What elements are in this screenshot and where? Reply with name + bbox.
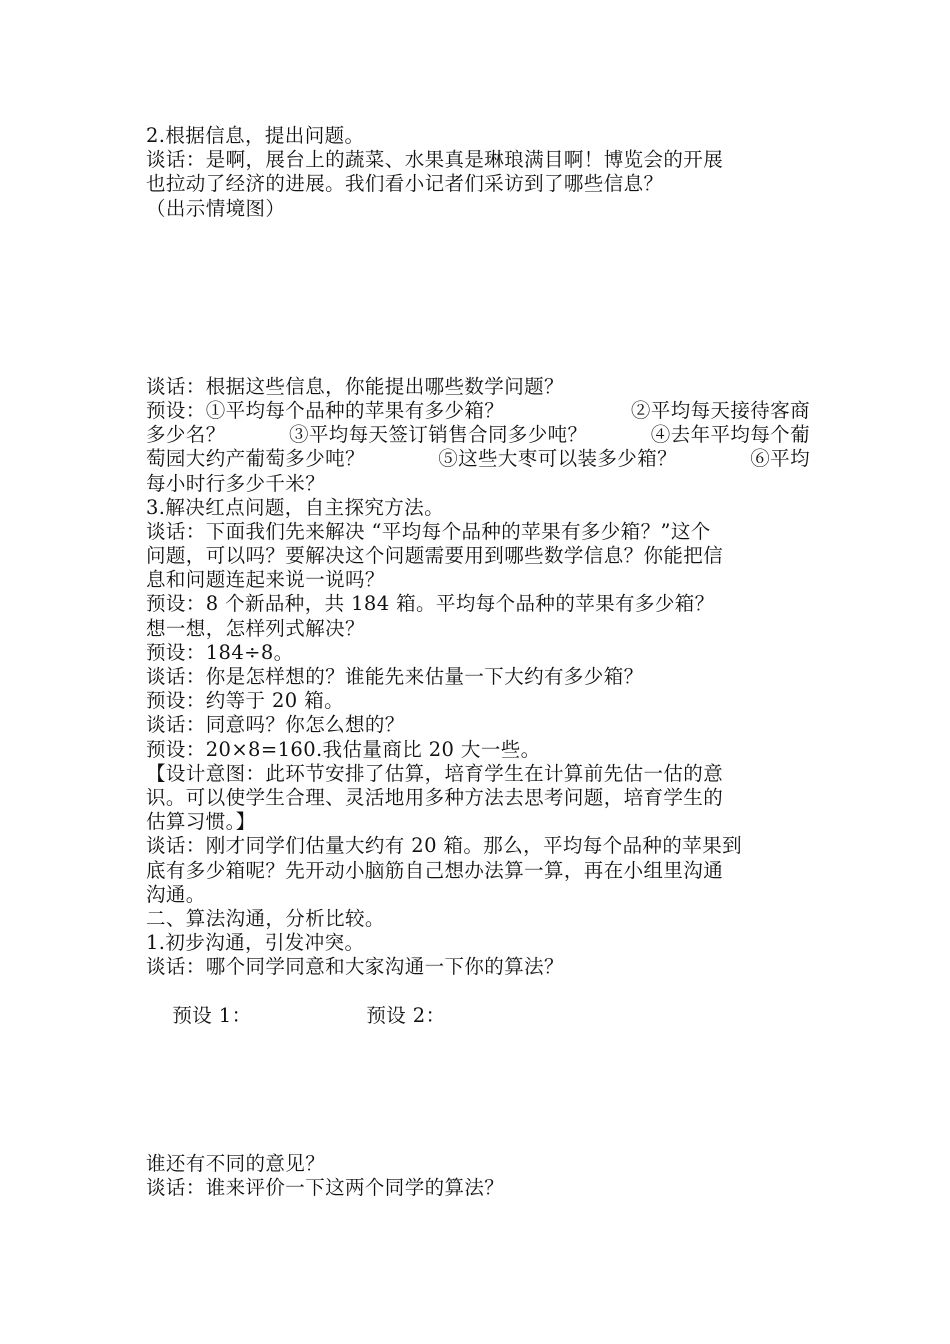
paragraph-line: 谈话：哪个同学同意和大家沟通一下你的算法？ [146, 955, 564, 979]
paragraph-line: 问题，可以吗？要解决这个问题需要用到哪些数学信息？你能把信 [146, 544, 724, 568]
paragraph-line: 谈话：谁来评价一下这两个同学的算法？ [146, 1175, 505, 1199]
paragraph-line: 谈话：根据这些信息，你能提出哪些数学问题？ [146, 374, 564, 398]
paragraph-line: 沟通。 [146, 882, 206, 906]
preset-item: 萄园大约产葡萄多少吨？ [146, 447, 365, 471]
preset-item: 预设：①平均每个品种的苹果有多少箱？ [146, 398, 505, 422]
paragraph-line: 息和问题连起来说一说吗？ [146, 568, 385, 592]
figure-placeholder [146, 221, 810, 375]
paragraph-line: 谁还有不同的意见？ [146, 1151, 326, 1175]
section-heading: 2.根据信息，提出问题。 [146, 124, 365, 147]
section-heading: 3.解决红点问题，自主探究方法。 [146, 495, 445, 519]
preset-item: ⑥平均 [750, 447, 810, 471]
section-heading: 二、算法沟通，分析比较。 [146, 906, 385, 930]
paragraph-line: 谈话：同意吗？你怎么想的？ [146, 713, 405, 737]
paragraph-line: 每小时行多少千米？ [146, 471, 326, 495]
paragraph-line: （出示情境图） [146, 196, 286, 220]
preset-item: 多少名？ [146, 423, 226, 447]
paragraph-line: 谈话：你是怎样想的？谁能先来估量一下大约有多少箱？ [146, 665, 644, 688]
paragraph-line: 预设：约等于 20 箱。 [146, 689, 345, 713]
preset-label-1: 预设 1： [172, 1003, 252, 1027]
paragraph-line: 也拉动了经济的进展。我们看小记者们采访到了哪些信息？ [146, 172, 664, 196]
paragraph-line [146, 423, 810, 447]
design-intent-line: 【设计意图：此环节安排了估算，培育学生在计算前先估一估的意 [146, 761, 724, 785]
preset-label-2: 预设 2： [366, 1003, 446, 1027]
paragraph-line: 想一想，怎样列式解决？ [146, 616, 365, 640]
paragraph-line: 谈话：下面我们先来解决 “平均每个品种的苹果有多少箱？”这个 [146, 519, 711, 543]
document-body [146, 124, 810, 1200]
paragraph-line: 预设：8 个新品种，共 184 箱。平均每个品种的苹果有多少箱？ [146, 592, 715, 616]
preset-item: ⑤这些大枣可以装多少箱？ [438, 447, 677, 471]
design-intent-line: 识。可以使学生合理、灵活地用多种方法去思考问题，培育学生的 [146, 785, 724, 809]
paragraph-line: 预设：20×8=160.我估量商比 20 大一些。 [146, 737, 541, 761]
preset-item: ④去年平均每个葡 [650, 423, 810, 447]
paragraph-line: 预设：184÷8。 [146, 640, 294, 664]
paragraph-line [146, 399, 810, 423]
preset-item: ③平均每天签订销售合同多少吨？ [288, 423, 588, 447]
design-intent-line: 估算习惯。】 [146, 810, 256, 834]
paragraph-line: 谈话：刚才同学们估量大约有 20 箱。那么，平均每个品种的苹果到 [146, 834, 743, 858]
paragraph-line [146, 979, 810, 1027]
paragraph-line: 谈话：是啊，展台上的蔬菜、水果真是琳琅满目啊！博览会的开展 [146, 148, 724, 172]
paragraph-line: 底有多少箱呢？先开动小脑筋自己想办法算一算，再在小组里沟通 [146, 858, 724, 882]
section-heading: 1.初步沟通，引发冲突。 [146, 931, 365, 955]
paragraph-line [146, 447, 810, 471]
preset-item: ②平均每天接待客商 [630, 398, 810, 422]
